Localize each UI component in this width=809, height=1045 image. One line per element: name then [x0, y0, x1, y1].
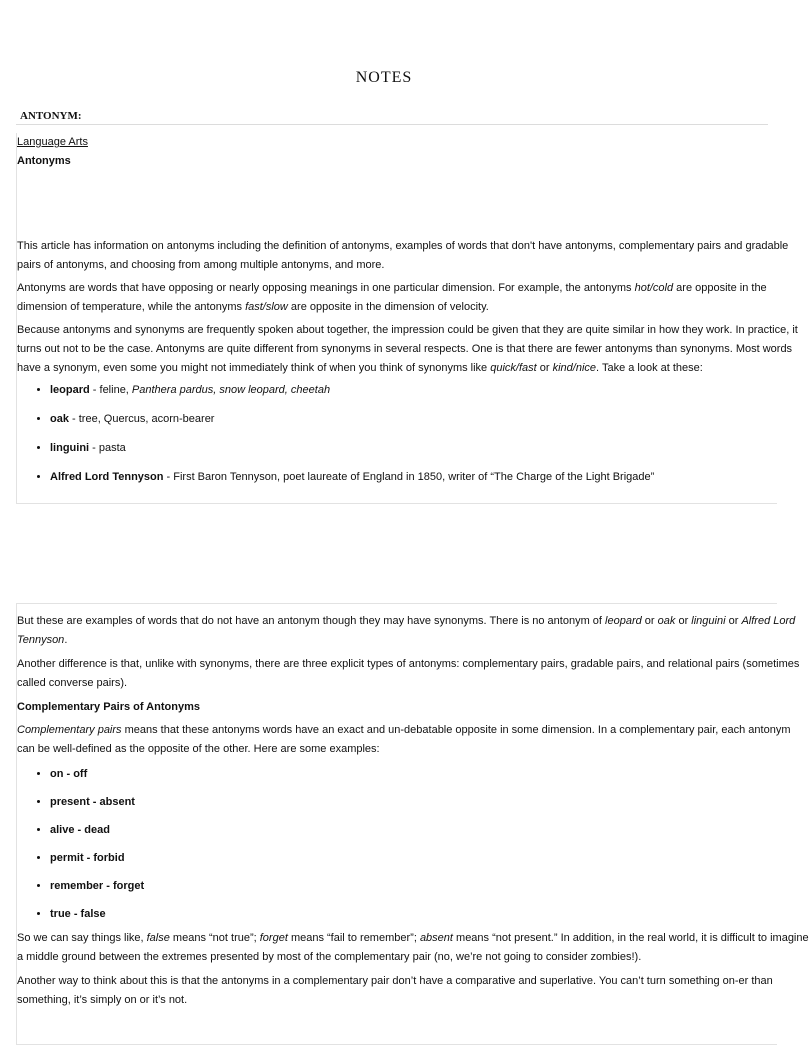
list-item: • permit - forbid	[50, 849, 777, 868]
intro-paragraph: This article has information on antonyms including the definition of antonyms, examples of words that don't have antonyms, complementary pairs and gradable pairs of antonyms, and choosing from among multiple antonyms, and more.	[17, 240, 789, 271]
list-item: • leopard - feline, Panthera pardus, snow leopard, cheetah	[50, 381, 777, 400]
pairs-list	[17, 765, 777, 924]
article-heading: Antonyms	[17, 155, 71, 167]
comparison-paragraph: Because antonyms and synonyms are frequently spoken about together, the impression could be given that they are quite similar in how they work. In practice, it turns out not to be the case. Antonyms are quite different from synonyms in several respects. One is that there are fewer antonyms than synonyms. Most words have a synonym, even some you might not immediately think of when you think of synonyms like quick/fast or kind/nice. Take a look at these:	[17, 324, 798, 374]
definition-paragraph: Antonyms are words that have opposing or nearly opposing meanings in one particular dimension. For example, the antonyms hot/cold are opposite in the dimension of temperature, while the antonyms fast/slow are opposite in the dimension of velocity.	[17, 282, 767, 313]
complementary-paragraph: Complementary pairs means that these antonyms words have an exact and un-debatable opposite in some dimension. In a complementary pair, each antonym can be well-defined as the opposite of the other. Here are some examples:	[17, 724, 791, 755]
comparative-paragraph: Another way to think about this is that the antonyms in a complementary pair don’t have a comparative and superlative. You can’t turn something on-er than something, it’s simply on or it’s not.	[17, 975, 773, 1006]
list-item: • oak - tree, Quercus, acorn-bearer	[50, 410, 777, 429]
section-heading: ANTONYM:	[20, 110, 82, 122]
article-block-bottom	[16, 603, 809, 1045]
list-item: • linguini - pasta	[50, 439, 777, 458]
so-paragraph: So we can say things like, false means “not true”; forget means “fail to remember”; absent means “not present.” In addition, in the real world, it is difficult to imagine a middle ground between the extremes presented by most of the complementary pair (no, we’re not going to consider zombies!).	[17, 932, 809, 963]
list-item: • on - off	[50, 765, 777, 784]
list-item: • true - false	[50, 905, 777, 924]
page-title: NOTES	[355, 69, 413, 86]
article-block-top	[16, 133, 798, 504]
examples-list	[17, 381, 777, 487]
breadcrumb-link[interactable]: Language Arts	[17, 136, 88, 148]
list-item: • Alfred Lord Tennyson - First Baron Tennyson, poet laureate of England in 1850, writer of “The Charge of the Light Brigade”	[50, 468, 777, 487]
complementary-heading: Complementary Pairs of Antonyms	[17, 701, 200, 713]
list-item: • present - absent	[50, 793, 777, 812]
list-item: • remember - forget	[50, 877, 777, 896]
list-item: • alive - dead	[50, 821, 777, 840]
divider	[16, 124, 768, 125]
types-paragraph: Another difference is that, unlike with synonyms, there are three explicit types of antonyms: complementary pairs, gradable pairs, and relational pairs (sometimes called converse pairs).	[17, 658, 800, 689]
no-antonym-paragraph: But these are examples of words that do not have an antonym though they may have synonyms. There is no antonym of leopard or oak or linguini or Alfred Lord Tennyson.	[17, 615, 796, 646]
